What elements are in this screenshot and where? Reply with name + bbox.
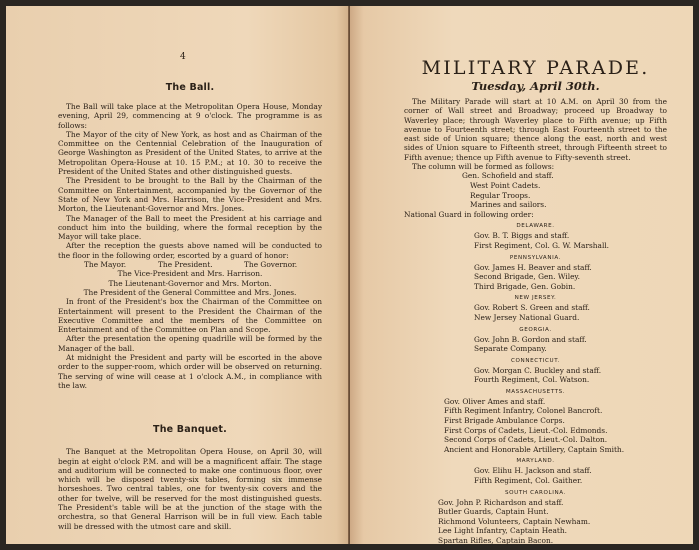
state-heading: MARYLAND. <box>516 458 555 465</box>
order-president: The President. <box>158 260 213 270</box>
unit-line: Gov. B. T. Biggs and staff. <box>474 231 570 241</box>
order-mayor: The Mayor. <box>84 260 127 270</box>
unit-line: First Brigade Ambulance Corps. <box>444 416 565 426</box>
unit-line: Butler Guards, Captain Hunt. <box>438 507 549 517</box>
state-group-new-jersey <box>404 303 667 322</box>
order-line: The President of the General Committee and Mrs. Jones. <box>83 287 297 297</box>
banquet-paragraph: The Banquet at the Metropolitan Opera House, on April 30, will begin at eight o'clock P.M. and will be a magnificent affair. The stage and auditorium will be connected to make one continuous floor, over which will be disposed twenty-six tables, forming six immense horseshoes. Two central tables, one for twenty-six covers and the other for twelve, will be reserved for the most distinguished guests. The President's table will be at the junction of the stage with the orchestra, so that General Harrison will be in full view. Each table will be dressed with the utmost care and skill. <box>58 447 322 531</box>
column-intro: The column will be formed as follows: <box>412 162 555 172</box>
unit-line: Gov. Morgan C. Buckley and staff. <box>474 365 602 375</box>
order-line: The Lieutenant-Governor and Mrs. Morton. <box>108 278 272 288</box>
state-heading: PENNSYLVANIA. <box>509 254 562 261</box>
state-heading: DELAWARE. <box>516 223 555 230</box>
ball-paragraph-8: At midnight the President and party will be escorted in the above order to the supper-room, which order will be observed on returning. The serving of wine will cease at 1 o'clock A.M., in compliance with the law. <box>58 353 322 390</box>
unit-line: New Jersey National Guard. <box>474 312 580 322</box>
unit-line: Fifth Regiment Infantry, Colonel Bancroft. <box>444 406 603 416</box>
unit-line: Second Corps of Cadets, Lieut.-Col. Dalton. <box>444 435 608 445</box>
ball-paragraph-7: After the presentation the opening quadrille will be formed by the Manager of the ball. <box>58 334 322 353</box>
ball-paragraph-2: The Mayor of the city of New York, as host and as Chairman of the Committee on the Centennial Celebration of the Inauguration of George Washington as President of the United States, to arrive at the Metropolitan Opera-House at 10. 15 P.M.; at 10. 30 to receive the President of the United States and other distinguished guests. <box>58 129 322 177</box>
state-heading: SOUTH CAROLINA. <box>505 489 566 496</box>
procession-order-row <box>58 260 322 269</box>
ball-paragraph-5: After the reception the guests above named will be conducted to the floor in the following order, escorted by a guard of honor: <box>58 241 322 260</box>
left-page <box>6 6 350 544</box>
state-group-pennsylvania <box>404 263 667 292</box>
state-group-connecticut <box>404 366 667 385</box>
unit-line: Ancient and Honorable Artillery, Captain Smith. <box>444 444 625 454</box>
unit-line: Fifth Regiment, Col. Gaither. <box>474 476 583 486</box>
unit-line: Separate Company. <box>474 344 547 354</box>
state-group-delaware <box>404 231 667 250</box>
state-heading: MASSACHUSETTS. <box>505 388 566 395</box>
column-line: Gen. Schofield and staff. <box>462 171 554 181</box>
ball-paragraph-4: The Manager of the Ball to meet the President at his carriage and conduct him into the building, where the formal reception by the Mayor will take place. <box>58 213 322 242</box>
ball-paragraph-6: In front of the President's box the Chairman of the Committee on Entertainment will present to the President the Chairman of the Executive Committee and the members of the Committee on Entertainment and of the Committee on Plan and Scope. <box>58 297 322 335</box>
state-group-massachusetts <box>404 397 667 455</box>
parade-date: Tuesday, April 30th. <box>471 79 600 93</box>
state-group-georgia <box>404 335 667 354</box>
unit-line: Spartan Rifles, Captain Bacon. <box>438 536 554 544</box>
ball-paragraph-3: The President to be brought to the Ball by the Chairman of the Committee on Entertainment, accompanied by the Governor of the State of New York and Mrs. Harrison, the Vice-President and Mrs. Morton, the Lieutenant-Governor and Mrs. Jones. <box>58 176 322 214</box>
unit-line: Gov. Robert S. Green and staff. <box>474 303 590 313</box>
national-guard-intro: National Guard in following order: <box>404 209 534 219</box>
right-page <box>350 6 693 544</box>
order-governor: The Governor. <box>244 260 298 270</box>
unit-line: Gov. James H. Beaver and staff. <box>474 262 592 272</box>
unit-line: Gov. John P. Richardson and staff. <box>438 497 564 507</box>
page-number: 4 <box>180 52 186 62</box>
state-group-maryland <box>404 466 667 485</box>
unit-line: Lee Light Infantry, Captain Heath. <box>438 526 568 536</box>
banquet-heading: The Banquet. <box>153 424 227 436</box>
unit-line: First Corps of Cadets, Lieut.-Col. Edmonds. <box>444 425 608 435</box>
unit-line: Third Brigade, Gen. Gobin. <box>474 281 576 291</box>
order-line: The Vice-President and Mrs. Harrison. <box>117 269 263 279</box>
state-group-south-carolina <box>404 498 667 544</box>
unit-line: Gov. Elihu H. Jackson and staff. <box>474 466 592 476</box>
state-heading: CONNECTICUT. <box>511 357 560 364</box>
ball-paragraph-1: The Ball will take place at the Metropolitan Opera House, Monday evening, April 29, commencing at 9 o'clock. The programme is as follows: <box>58 102 322 130</box>
unit-line: Fourth Regiment, Col. Watson. <box>474 375 590 385</box>
column-line: West Point Cadets. <box>470 180 541 190</box>
unit-line: Gov. Oliver Ames and staff. <box>444 396 546 406</box>
parade-route: The Military Parade will start at 10 A.M. on April 30 from the corner of Wall street and Broadway; proceed up Broadway to Waverley place; through Waverley place to Fifth avenue; up Fifth avenue to Fourteenth street; through East Fourteenth street to the east side of Union square; thence along the east, north and west sides of Union square to Fifteenth street, through Fifteenth street to Fifth avenue; thence up Fifth avenue to Fifty-seventh street. <box>404 97 667 162</box>
unit-line: First Regiment, Col. G. W. Marshall. <box>474 240 610 250</box>
unit-line: Gov. John B. Gordon and staff. <box>474 334 587 344</box>
booklet-spread <box>6 6 693 544</box>
column-line: Regular Troops. <box>470 190 531 200</box>
state-heading: GEORGIA. <box>519 326 552 333</box>
unit-line: Second Brigade, Gen. Wiley. <box>474 272 580 282</box>
unit-line: Richmond Volunteers, Captain Newham. <box>438 516 591 526</box>
state-heading: NEW JERSEY. <box>514 295 557 302</box>
column-line: Marines and sailors. <box>470 200 547 210</box>
ball-heading: The Ball. <box>165 82 215 93</box>
parade-title: MILITARY PARADE. <box>421 57 650 79</box>
